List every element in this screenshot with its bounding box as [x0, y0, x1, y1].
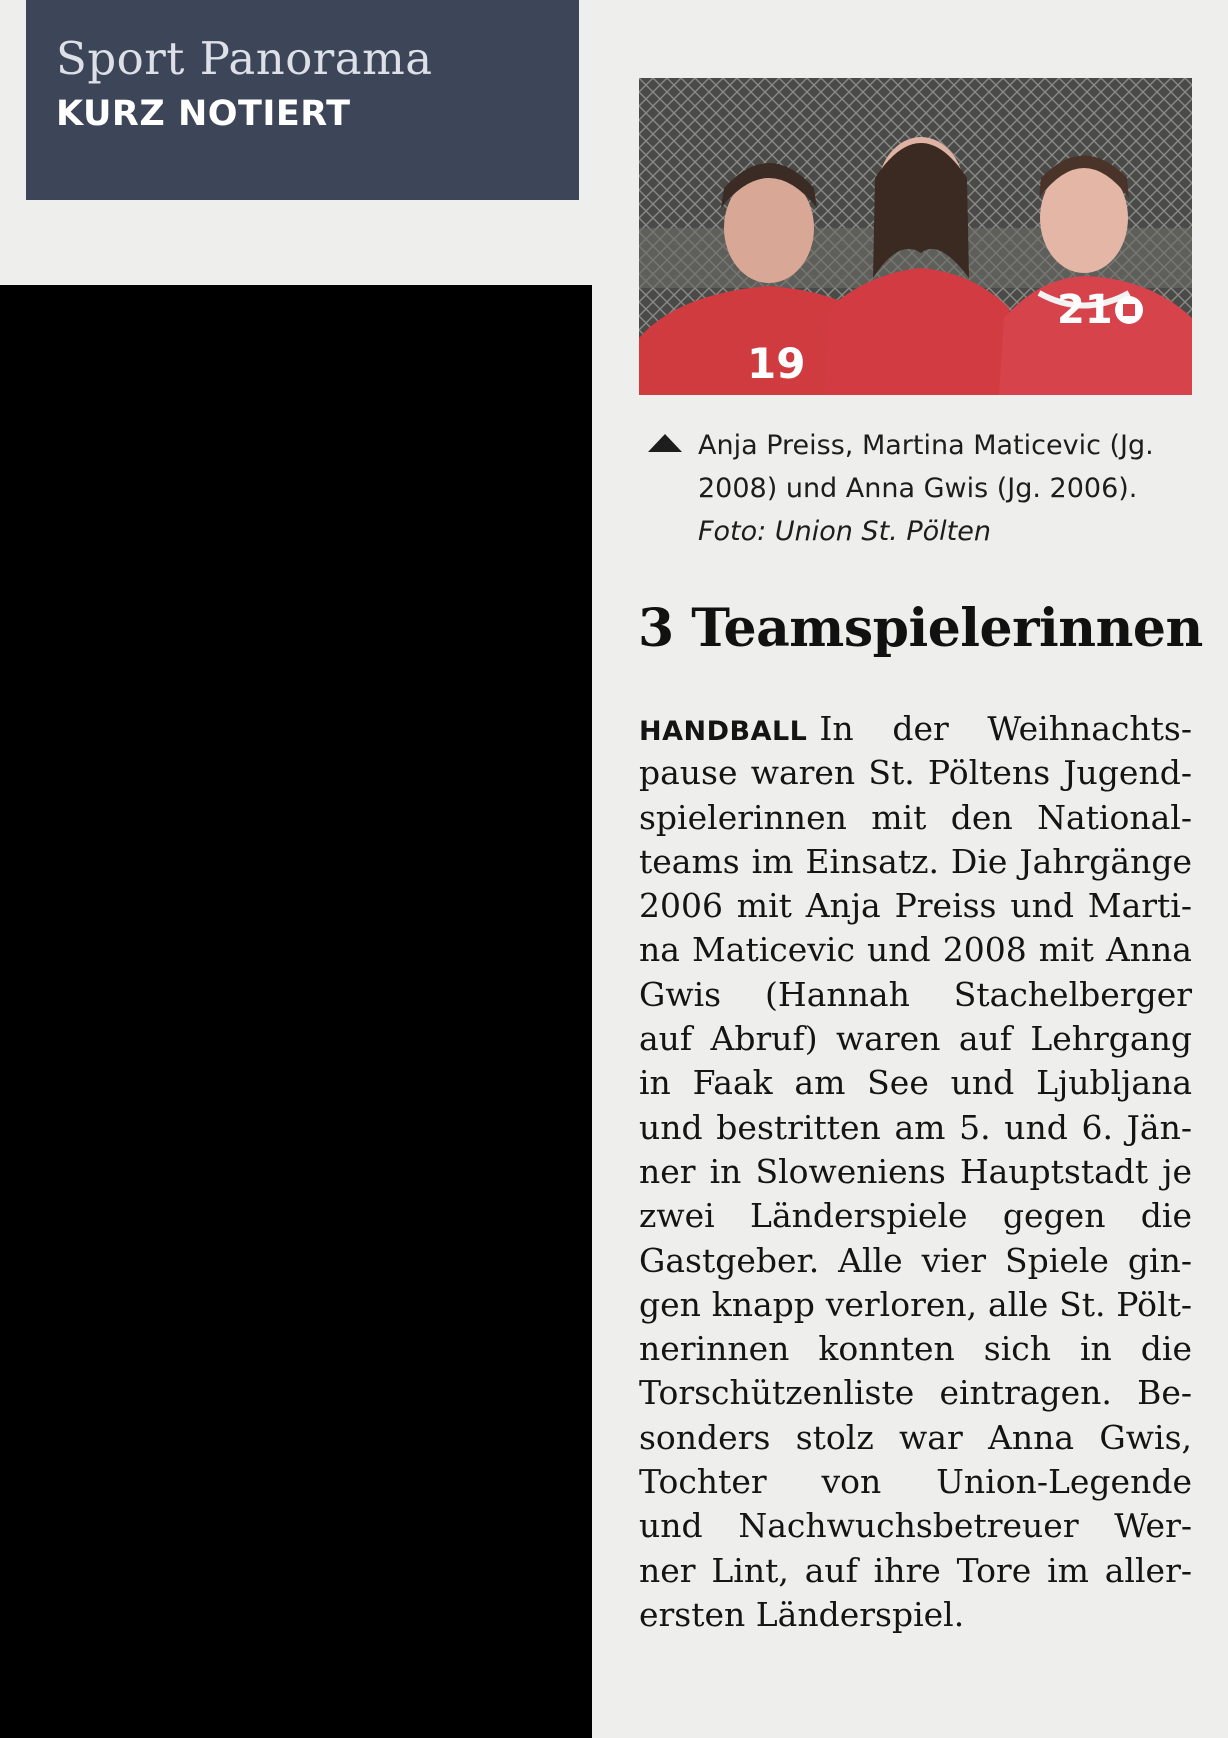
caption-line: Anja Preiss, Martina Maticevic (Jg. [698, 430, 1154, 461]
jersey-number: 21 [1057, 287, 1113, 333]
article-line: zwei Länderspiele gegen die [639, 1196, 1192, 1236]
jersey-number: 19 [747, 339, 806, 388]
article-line: auf Abruf) waren auf Lehrgang [639, 1019, 1192, 1059]
caption-line: 2008) und Anna Gwis (Jg. 2006). [698, 473, 1138, 504]
section-header [26, 0, 579, 200]
article-line: Gwis (Hannah Stachelberger [639, 974, 1192, 1014]
article-line: sonders stolz war Anna Gwis, [639, 1417, 1192, 1457]
article-line: spielerinnen mit den National- [639, 797, 1192, 837]
section-subtitle: KURZ NOTIERT [56, 94, 351, 134]
article-line: in Faak am See und Ljubljana [639, 1063, 1192, 1103]
article-kicker: HANDBALL [639, 716, 808, 747]
article-line: und Nachwuchsbetreuer Wer- [639, 1506, 1192, 1546]
team-photo [639, 78, 1192, 395]
article-line: ersten Länderspiel. [639, 1594, 965, 1634]
article-line: teams im Einsatz. Die Jahrgänge [639, 841, 1192, 881]
article-headline: 3 Teamspielerinnen [638, 598, 1203, 659]
article-line: Tochter von Union-Legende [639, 1462, 1192, 1502]
article-line: na Maticevic und 2008 mit Anna [639, 930, 1192, 970]
article-line: Gastgeber. Alle vier Spiele gin- [639, 1240, 1192, 1280]
article-line: und bestritten am 5. und 6. Jän- [639, 1107, 1192, 1147]
photo-of-three-players-icon [639, 78, 1192, 395]
redacted-area [0, 285, 592, 1738]
article-body [639, 707, 1192, 1637]
article-line [639, 707, 1192, 751]
article-line: pause waren St. Pöltens Jugend- [639, 753, 1192, 793]
article-line: ner Lint, auf ihre Tore im aller- [639, 1550, 1192, 1590]
article-line: Torschützenliste eintragen. Be- [639, 1373, 1192, 1413]
article-line: ner in Sloweniens Hauptstadt je [639, 1151, 1192, 1191]
article-line: gen knapp verloren, alle St. Pölt- [639, 1284, 1192, 1324]
photo-credit: Foto: Union St. Pölten [698, 516, 991, 547]
article-line: nerinnen konnten sich in die [639, 1329, 1192, 1369]
article-line-text: In der Weihnachts- [819, 709, 1192, 748]
section-title: Sport Panorama [56, 32, 433, 85]
triangle-up-icon [648, 434, 682, 452]
article-line: 2006 mit Anja Preiss und Marti- [639, 886, 1192, 926]
